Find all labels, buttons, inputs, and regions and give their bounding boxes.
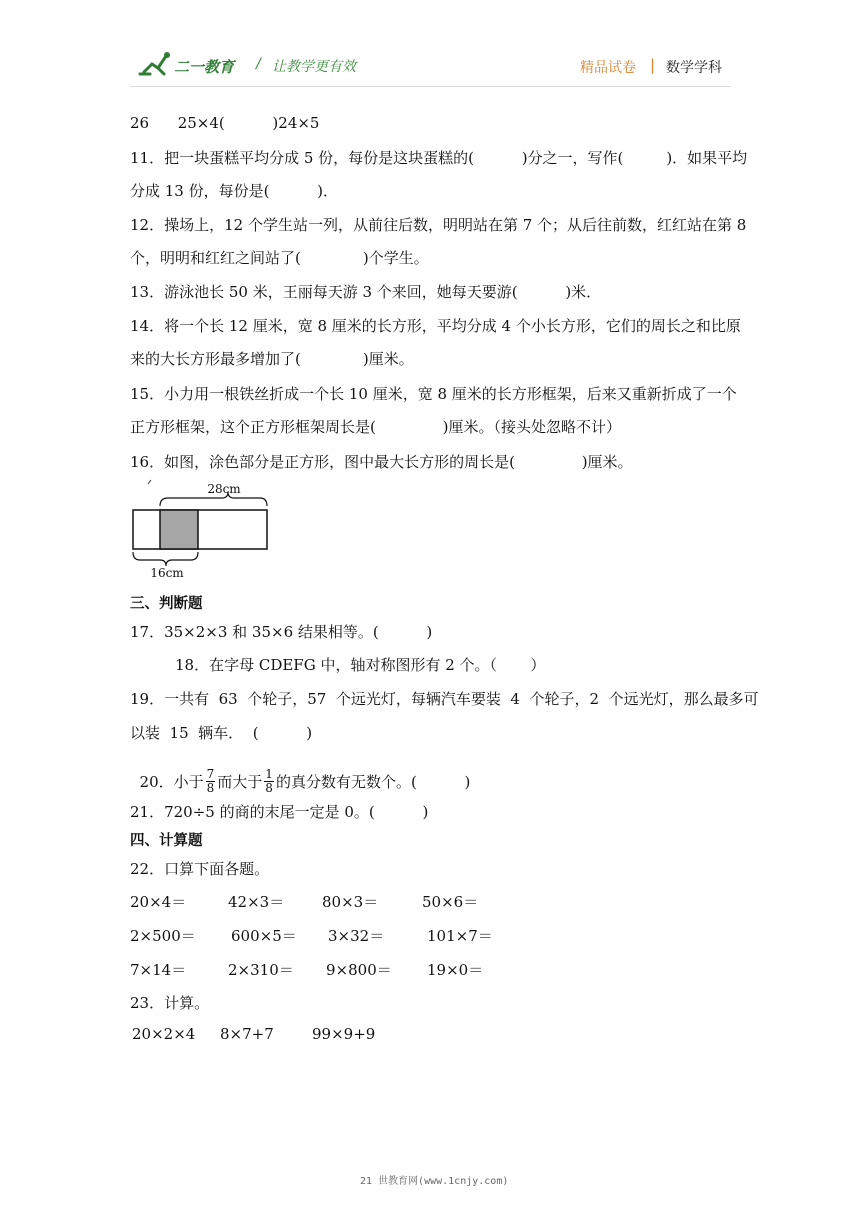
q21-line: 21．720÷5 的商的末尾一定是 0。( ) (130, 803, 429, 821)
section-3-title: 三、判断题 (130, 596, 203, 612)
q13-line: 13．游泳池长 50 米，王丽每天游 3 个来回，她每天要游( )米． (130, 283, 602, 301)
figure-outer-rectangle (133, 510, 267, 549)
oral-item: 80×3＝ (322, 893, 379, 911)
q12-line-2: 个，明明和红红之间站了( )个学生。 (130, 249, 429, 267)
q16-line: 16．如图，涂色部分是正方形，图中最大长方形的周长是( )厘米。 (130, 453, 633, 471)
q19-line-1: 19．一共有 63 个轮子，57 个远光灯，每辆汽车要装 4 个轮子，2 个远光灯，那么最多可 (130, 690, 759, 708)
fraction-denominator: 8 (206, 781, 215, 795)
figure-bottom-brace (133, 552, 198, 566)
logo-text: 二一教育 (174, 58, 235, 76)
header-tag-premium: 精品试卷 (580, 60, 636, 76)
figure-bottom-label: 16cm (150, 566, 184, 580)
q17-line: 17．35×2×3 和 35×6 结果相等。( ) (130, 623, 433, 641)
oral-item: 2×500＝ (130, 927, 196, 945)
q19-line-2: 以装 15 辆车． ( ) (130, 724, 313, 742)
q15-line-1: 15．小力用一根铁丝折成一个长 10 厘米，宽 8 厘米的长方形框架，后来又重新折成了一个 (130, 385, 737, 403)
oral-item: 101×7＝ (427, 927, 493, 945)
oral-item: 600×5＝ (231, 927, 297, 945)
fraction-denominator: 8 (265, 781, 273, 795)
runner-logo-icon (136, 50, 176, 78)
oral-item: 19×0＝ (427, 961, 484, 979)
figure-top-label: 28cm (207, 482, 241, 496)
q11-line-2: 分成 13 份，每份是( )． (130, 182, 339, 200)
q18-line: 18．在字母 CDEFG 中，轴对称图形有 2 个。（ ） (175, 656, 546, 674)
fraction-numerator: 1 (265, 767, 273, 781)
q20-suffix: 的真分数有无数个。( ) (275, 773, 471, 791)
q23-line: 23．计算。 (130, 994, 210, 1012)
header-divider: / (256, 56, 261, 72)
q14-line-1: 14．将一个长 12 厘米，宽 8 厘米的长方形，平均分成 4 个小长方形，它们的周长之和比原 (130, 317, 741, 335)
section-4-title: 四、计算题 (130, 833, 203, 849)
oral-item: 42×3＝ (228, 893, 285, 911)
header-slogan: 让教学更有效 (272, 59, 356, 75)
fraction-numerator: 7 (206, 767, 215, 781)
calc-item: 8×7+7 (220, 1025, 274, 1043)
calc-item: 99×9+9 (312, 1025, 376, 1043)
q20-prefix: 20．小于 (139, 773, 204, 791)
oral-item: 3×32＝ (328, 927, 385, 945)
header-tag-subject: 数学学科 (666, 60, 722, 76)
page-footer: 21 世教育网(www.1cnjy.com) (360, 1176, 509, 1187)
figure-shaded-square (160, 510, 198, 549)
q10-fill-line: 26 25×4( )24×5 (130, 114, 320, 132)
q22-line: 22．口算下面各题。 (130, 860, 270, 878)
q11-line-1: 11．把一块蛋糕平均分成 5 份，每份是这块蛋糕的( )分之一，写作( )．如果平均 (130, 149, 748, 167)
header-tag-separator: | (650, 56, 656, 74)
q16-rectangle-figure (128, 478, 278, 584)
calc-item: 20×2×4 (132, 1025, 196, 1043)
oral-item: 50×6＝ (422, 893, 479, 911)
q14-line-2: 来的大长方形最多增加了( )厘米。 (130, 350, 414, 368)
q15-line-2: 正方形框架，这个正方形框架周长是( )厘米。（接头处忽略不计） (130, 418, 621, 436)
oral-item: 20×4＝ (130, 893, 187, 911)
oral-item: 7×14＝ (130, 961, 187, 979)
q12-line-1: 12．操场上，12 个学生站一列，从前往后数，明明站在第 7 个；从后往前数，红红站在第 8 (130, 216, 747, 234)
header-rule (130, 86, 730, 87)
figure-tick-mark (148, 480, 151, 484)
q20-line (130, 750, 470, 795)
fraction-one-eighth (264, 768, 274, 795)
q20-middle: 而大于 (217, 773, 263, 791)
oral-item: 9×800＝ (326, 961, 392, 979)
fraction-seven-eighths (206, 768, 216, 795)
oral-item: 2×310＝ (228, 961, 294, 979)
